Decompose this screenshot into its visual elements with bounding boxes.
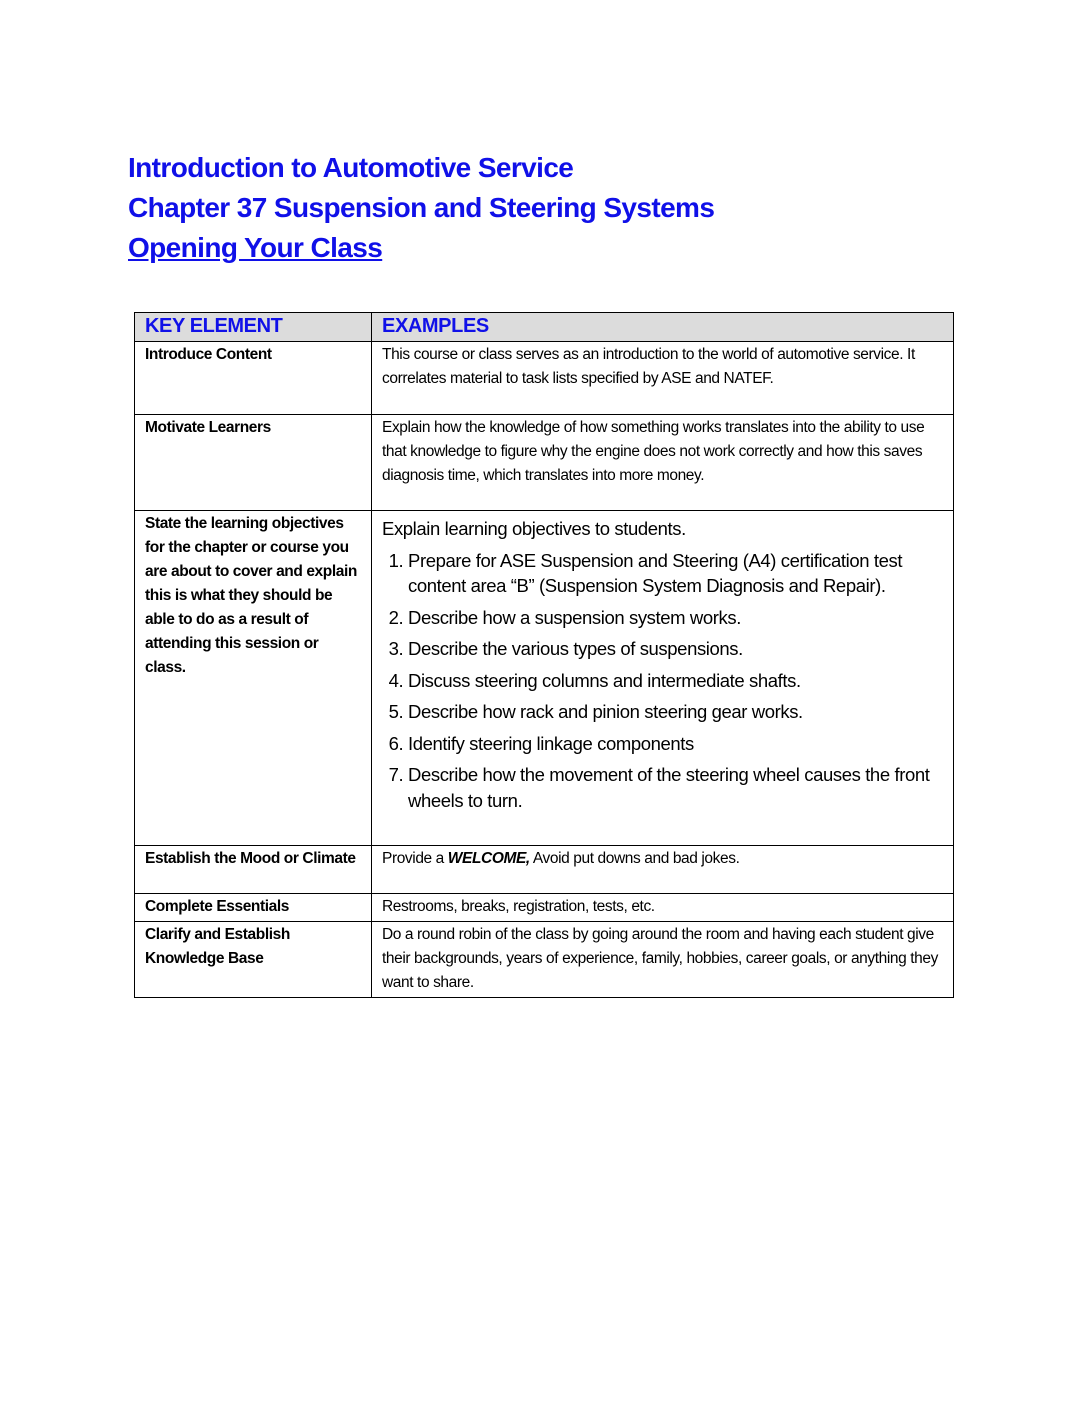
example-cell: This course or class serves as an introduction to the world of automotive service. It correlates material to task lists specified by ASE and NATEF. [372, 342, 954, 415]
table-row [135, 415, 954, 511]
table-header-row [135, 313, 954, 342]
example-cell: Explain how the knowledge of how something works translates into the ability to use that knowledge to figure why the engine does not work correctly and how this saves diagnosis time, which translates into more money. [372, 415, 954, 511]
chapter-title: Chapter 37 Suspension and Steering Systems [128, 192, 715, 223]
course-title: Introduction to Automotive Service [128, 152, 574, 183]
objective-item: 6. Identify steering linkage components [408, 731, 944, 757]
objective-item: 7. Describe how the movement of the steering wheel causes the front wheels to turn. [408, 762, 944, 813]
text-pre: Provide a [382, 850, 448, 867]
table-row [135, 511, 954, 846]
objective-item: 5. Describe how rack and pinion steering gear works. [408, 699, 944, 725]
example-cell: Do a round robin of the class by going around the room and having each student give their backgrounds, years of experience, family, hobbies, career goals, or anything they want to share. [372, 922, 954, 998]
text-post: Avoid put downs and bad jokes. [529, 850, 740, 867]
key-cell: Establish the Mood or Climate [135, 846, 372, 894]
header-examples: EXAMPLES [372, 313, 954, 342]
table-row [135, 846, 954, 894]
key-cell: Complete Essentials [135, 894, 372, 922]
objective-item: 2. Describe how a suspension system works. [408, 605, 944, 631]
objective-item: 3. Describe the various types of suspensions. [408, 636, 944, 662]
example-cell: Restrooms, breaks, registration, tests, etc. [372, 894, 954, 922]
table-row [135, 894, 954, 922]
objective-item: 1. Prepare for ASE Suspension and Steering (A4) certification test content area “B” (Suspension System Diagnosis and Repair). [408, 548, 944, 599]
key-cell: Introduce Content [135, 342, 372, 415]
objectives-cell [372, 511, 954, 846]
key-cell: Clarify and Establish Knowledge Base [135, 922, 372, 998]
objectives-list [382, 548, 944, 814]
objective-item: 4. Discuss steering columns and intermediate shafts. [408, 668, 944, 694]
welcome-emphasis: WELCOME, [447, 850, 530, 867]
table-row [135, 922, 954, 998]
key-cell: State the learning objectives for the chapter or course you are about to cover and explain this is what they should be able to do as a result of attending this session or class. [135, 511, 372, 846]
table-row [135, 342, 954, 415]
key-cell: Motivate Learners [135, 415, 372, 511]
section-title: Opening Your Class [128, 232, 383, 263]
title-block [128, 148, 714, 268]
objectives-intro: Explain learning objectives to students. [382, 518, 686, 539]
key-elements-table [134, 312, 954, 998]
header-key-element: KEY ELEMENT [135, 313, 372, 342]
example-cell [372, 846, 954, 894]
